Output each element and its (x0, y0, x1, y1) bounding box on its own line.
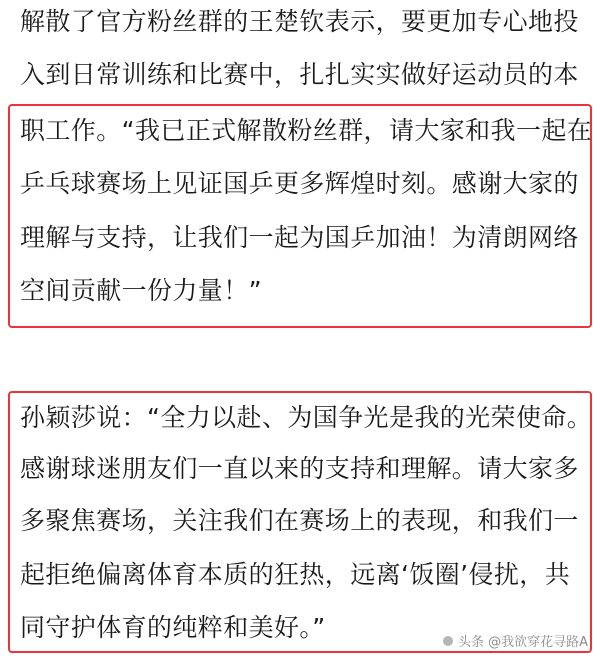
text-line: 同守护体育的纯粹和美好。” (20, 613, 326, 642)
watermark-logo-icon (443, 636, 453, 646)
text-line: 入到日常训练和比赛中，扎扎实实做好运动员的本 (20, 60, 579, 89)
watermark-text: 头条 @我欲穿花寻路A (457, 635, 588, 650)
text-line: 职工作。“我已正式解散粉丝群，请大家和我一起在 (20, 116, 593, 145)
text-line: 多聚焦赛场，关注我们在赛场上的表现，和我们一 (20, 506, 579, 535)
text-line: 感谢球迷朋友们一直以来的支持和理解。请大家多 (20, 454, 579, 483)
text-line: 空间贡献一份力量！” (20, 276, 262, 305)
text-line: 孙颖莎说：“全力以赴、为国争光是我的光荣使命。 (20, 403, 593, 432)
text-line: 起拒绝偏离体育本质的狂热，远离‘饭圈’侵扰，共 (20, 560, 571, 589)
watermark (443, 631, 588, 650)
text-line: 乒乓球赛场上见证国乒更多辉煌时刻。感谢大家的 (20, 169, 579, 198)
text-line: 理解与支持，让我们一起为国乒加油！为清朗网络 (20, 223, 579, 252)
text-line: 解散了官方粉丝群的王楚钦表示，要更加专心地投 (20, 7, 579, 36)
